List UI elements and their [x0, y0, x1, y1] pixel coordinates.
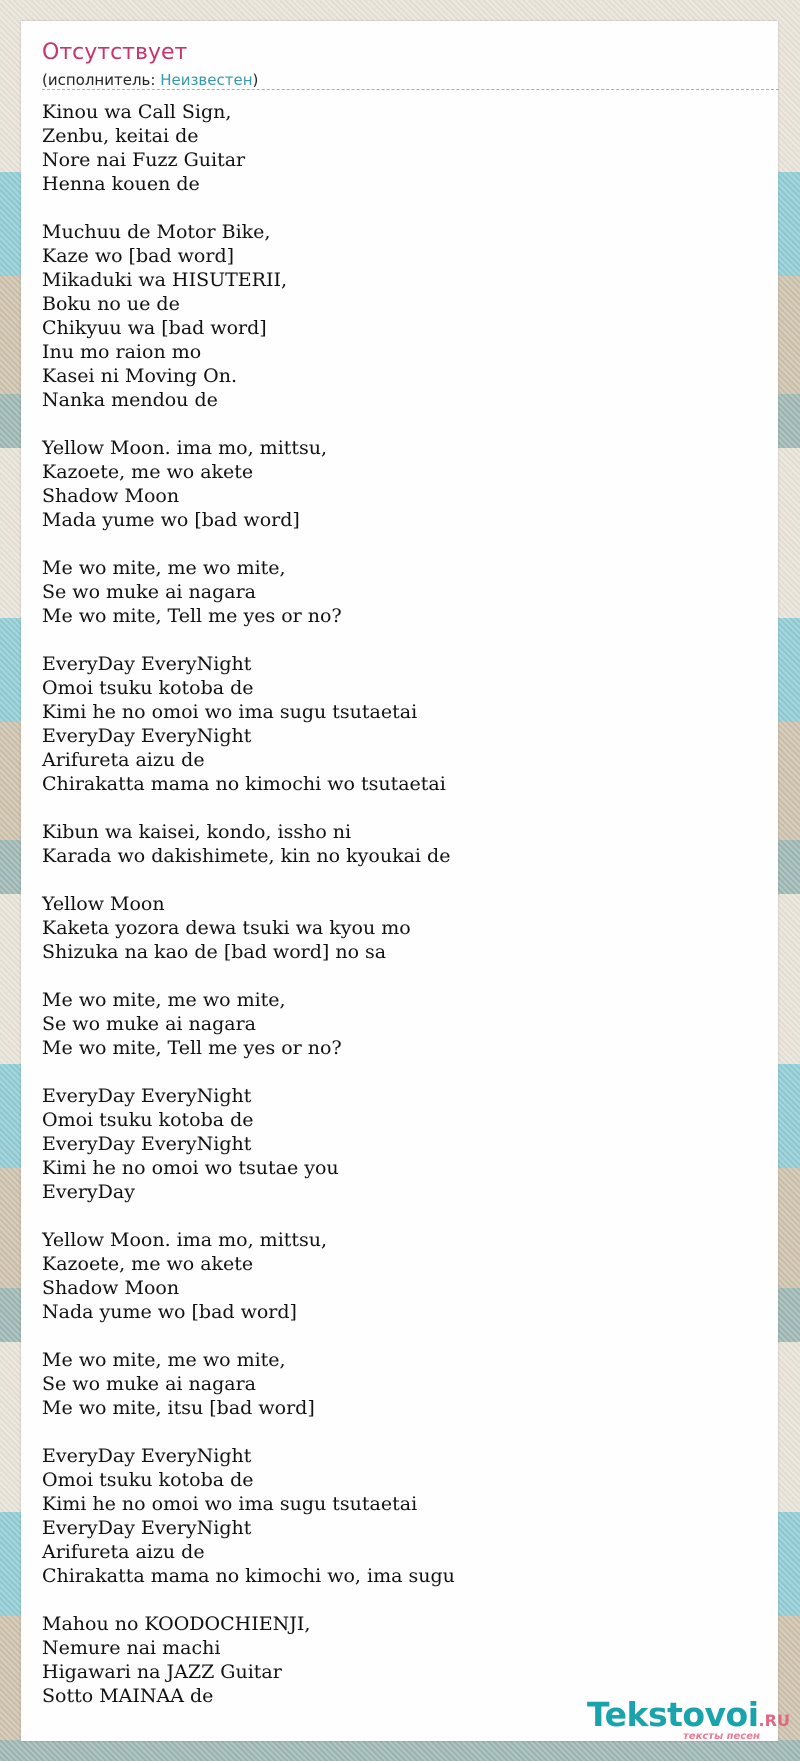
artist-link[interactable]: Неизвестен [160, 71, 253, 89]
song-title: Отсутствует [42, 40, 188, 65]
logo-tld: .RU [758, 1711, 790, 1730]
artist-line [42, 70, 258, 90]
lyrics-card [21, 21, 790, 1742]
artist-suffix: ) [252, 71, 259, 89]
site-logo[interactable] [587, 1695, 790, 1742]
artist-prefix: (исполнитель: [42, 71, 161, 89]
lyrics-text: Kinou wa Call Sign, Zenbu, keitai de Nore nai Fuzz Guitar Henna kouen de Muchuu de Motor Bike, Kaze wo [bad word] Mikaduki wa HISUTERII, Boku no ue de Chikyuu wa [bad word] Inu mo raion mo Kasei ni Moving On. Nanka mendou de Yellow Moon. ima mo, mittsu, Kazoete, me wo akete Shadow Moon Mada yume wo [bad word] Me wo mite, me wo mite, Se wo muke ai nagara Me wo mite, Tell me yes or no? EveryDay EveryNight Omoi tsuku kotoba de Kimi he no omoi wo ima sugu tsutaetai EveryDay EveryNight Arifureta aizu de Chirakatta mama no kimochi wo tsutaetai Kibun wa kaisei, kondo, issho ni Karada wo dakishimete, kin no kyoukai de Yellow Moon Kaketa yozora dewa tsuki wa kyou mo Shizuka na kao de [bad word] no sa Me wo mite, me wo mite, Se wo muke ai nagara Me wo mite, Tell me yes or no? EveryDay EveryNight Omoi tsuku kotoba de EveryDay EveryNight Kimi he no omoi wo tsutae you EveryDay Yellow Moon. ima mo, mittsu, Kazoete, me wo akete Shadow Moon Nada yume wo [bad word] Me wo mite, me wo mite, Se wo muke ai nagara Me wo mite, itsu [bad word] EveryDay EveryNight Omoi tsuku kotoba de Kimi he no omoi wo ima sugu tsutaetai EveryDay EveryNight Arifureta aizu de Chirakatta mama no kimochi wo, ima sugu Mahou no KOODOCHIENJI, Nemure nai machi Higawari na JAZZ Guitar Sotto MAINAA de [42, 101, 455, 1707]
logo-tagline: тексты песен [683, 1731, 760, 1742]
logo-main-text: Tekstovoi [587, 1695, 759, 1734]
title-divider [42, 89, 779, 90]
